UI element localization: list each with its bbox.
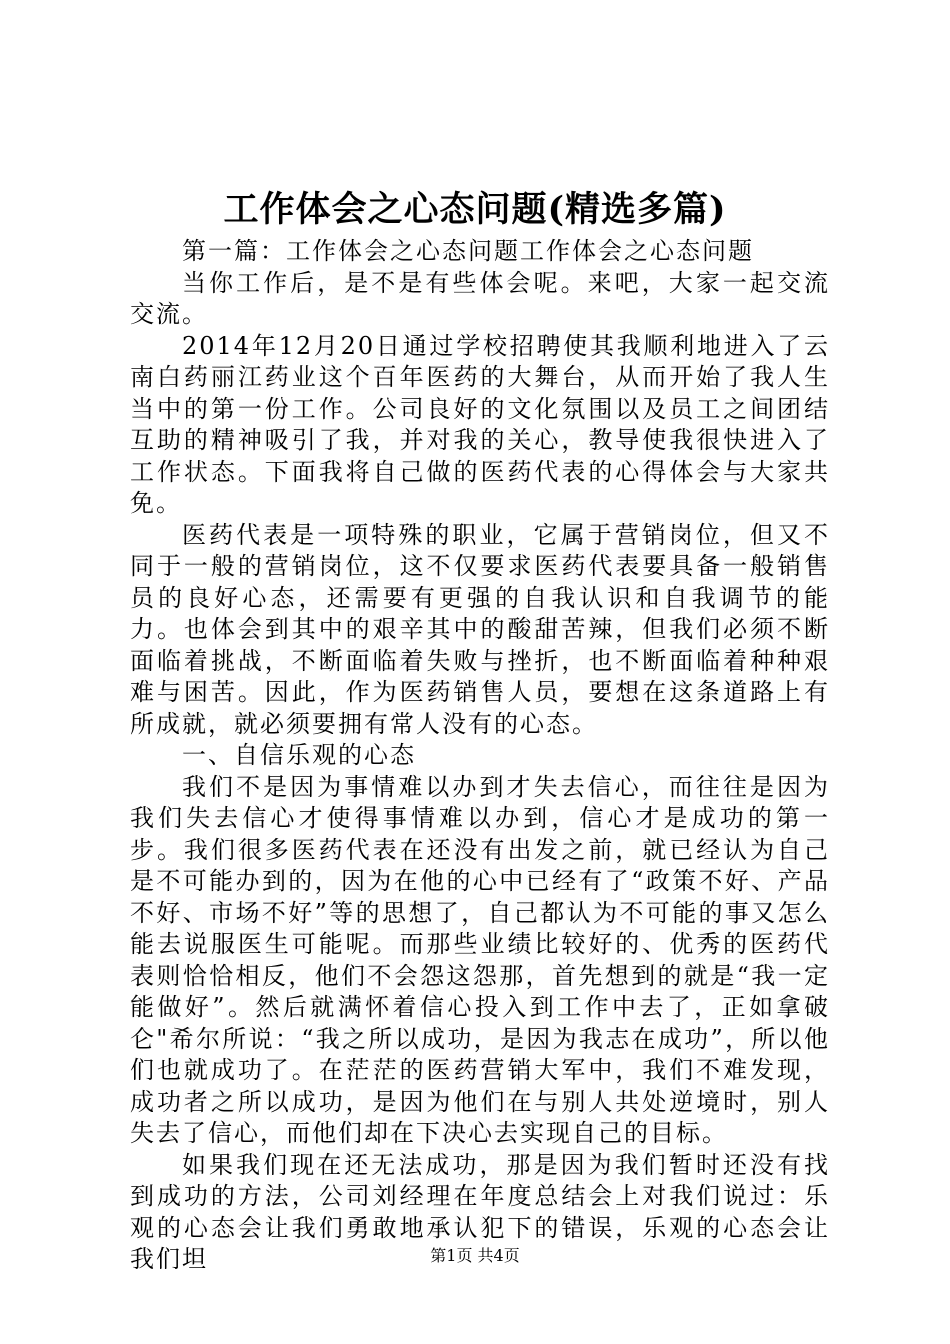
- document-body: [130, 236, 830, 1276]
- paragraph-4: 医药代表是一项特殊的职业，它属于营销岗位，但又不同于一般的营销岗位，这不仅要求医药代表要具备一般销售员的良好心态，还需要有更强的自我认识和自我调节的能力。也体会到其中的艰辛其中的酸甜苦辣，但我们必须不断面临着挑战，不断面临着失败与挫折，也不断面临着种种艰难与困苦。因此，作为医药销售人员，要想在这条道路上有所成就，就必须要拥有常人没有的心态。: [130, 520, 830, 738]
- paragraph-5: 我们不是因为事情难以办到才失去信心，而往往是因为我们失去信心才使得事情难以办到，信心才是成功的第一步。我们很多医药代表在还没有出发之前，就已经认为自己是不可能办到的，因为在他的心中已经有了“政策不好、产品不好、市场不好”等的思想了，自己都认为不可能的事又怎么能去说服医生可能呢。而那些业绩比较好的、优秀的医药代表则恰恰相反，他们不会怨这怨那，首先想到的就是“我一定能做好”。然后就满怀着信心投入到工作中去了，正如拿破仑"希尔所说：“我之所以成功，是因为我志在成功”，所以他们也就成功了。在茫茫的医药营销大军中，我们不难发现，成功者之所以成功，是因为他们在与别人共处逆境时，别人失去了信心，而他们却在下决心去实现自己的目标。: [130, 772, 830, 1147]
- document-title: 工作体会之心态问题(精选多篇): [223, 189, 727, 230]
- paragraph-1: 第一篇：工作体会之心态问题工作体会之心态问题: [182, 237, 754, 265]
- paragraph-3: 2014年12月20日通过学校招聘使其我顺利地进入了云南白药丽江药业这个百年医药的大舞台，从而开始了我人生当中的第一份工作。公司良好的文化氛围以及员工之间团结互助的精神吸引了我，并对我的关心，教导使我很快进入了工作状态。下面我将自己做的医药代表的心得体会与大家共免。: [130, 331, 830, 517]
- paragraph-6: 如果我们现在还无法成功，那是因为我们暂时还没有找到成功的方法，公司刘经理在年度总结会上对我们说过：乐观的心态会让我们勇敢地承认犯下的错误，乐观的心态会让我们坦: [130, 1150, 830, 1273]
- paragraph-2: 当你工作后，是不是有些体会呢。来吧，大家一起交流交流。: [130, 268, 830, 328]
- page-footer: 第1页 共4页: [430, 1246, 520, 1265]
- section-heading: 一、自信乐观的心态: [182, 741, 416, 769]
